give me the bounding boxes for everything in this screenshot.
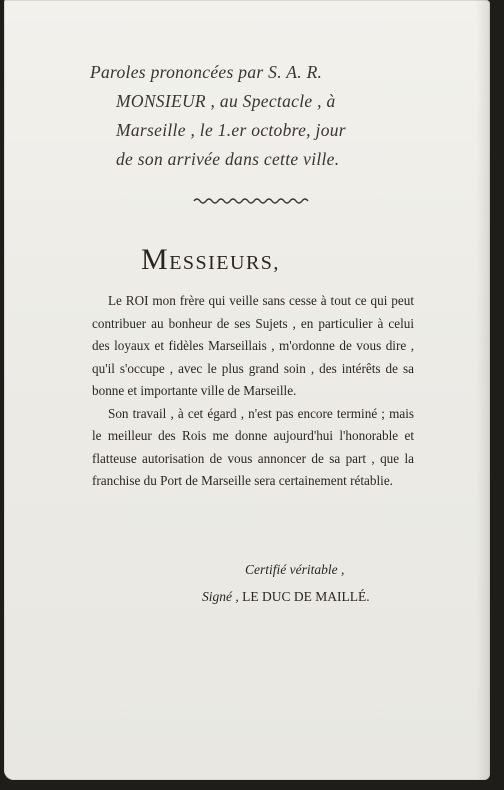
ornamental-rule [192,196,312,206]
certification-note: Certifié véritable , [245,562,345,577]
heading-line-3: Marseille , le 1.er octobre, jour [116,120,346,140]
heading-line-1: Paroles prononcées par S. A. R. [90,62,323,82]
heading-line-2: MONSIEUR , au Spectacle , à [116,91,336,111]
signature-line [202,589,370,605]
document-page [4,0,490,780]
speech-body [92,290,414,493]
signer-name: LE DUC DE MAILLÉ. [242,589,370,604]
paragraph: Le ROI mon frère qui veille sans cesse à tout ce qui peut contribuer au bonheur de ses Sujets , en particulier à celui des loyaux et fidèles Marseillais , m'ordonne de vous dire , qu'il s'occupe , avec le plus grand soin , des intérêts de sa bonne et importante ville de Marseille. [92,293,414,398]
paragraph: Son travail , à cet égard , n'est pas encore terminé ; mais le meilleur des Rois me donne aujourd'hui l'honorable et flatteuse autorisation de vous annoncer de sa part , que la franchise du Port de Marseille sera certainement rétablie. [92,405,414,488]
signed-label: Signé , [202,589,239,604]
salutation [141,243,280,277]
heading-line-4: de son arrivée dans cette ville. [116,149,340,169]
document-heading [90,58,420,174]
salutation-rest: ESSIEURS, [169,252,280,274]
salutation-initial: M [141,243,170,276]
